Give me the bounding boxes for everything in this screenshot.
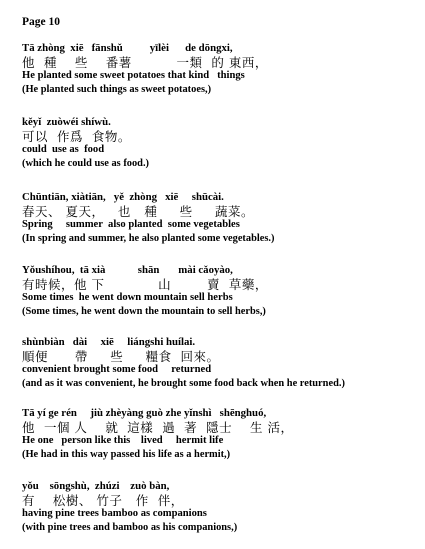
page-number: Page 10 <box>22 16 61 28</box>
gloss-line: He planted some sweet potatoes that kind things <box>22 70 245 82</box>
sentence-block-1 <box>22 42 422 96</box>
chinese-line: 可以 作爲 食物。 <box>22 128 131 144</box>
translation-line: (In spring and summer, he also planted some vegetables.) <box>22 232 275 244</box>
sentence-block-2 <box>22 116 422 170</box>
translation-line: (Some times, he went down the mountain to sell herbs,) <box>22 305 266 317</box>
chinese-line: 他 一個 人 就 這樣 過 著 隱士 生 活， <box>22 419 294 435</box>
translation-line: (He had in this way passed his life as a hermit,) <box>22 448 231 460</box>
chinese-line: 有 松樹、 竹子 作 伴， <box>22 492 184 508</box>
translation-line: (which he could use as food.) <box>22 157 150 169</box>
sentence-block-4 <box>22 264 422 318</box>
chinese-line: 他 種 些 番薯 一類 的 東西， <box>22 54 268 70</box>
gloss-line: having pine trees bamboo as companions <box>22 508 207 520</box>
pinyin-line: Tā zhòng xiē fānshǔ yīlèi de dōngxi, <box>22 42 233 54</box>
translation-line: (He planted such things as sweet potatoes,) <box>22 83 212 95</box>
pinyin-line: Yǒushíhou, tā xià shān mài cǎoyào, <box>22 264 233 276</box>
pinyin-line: yǒu sōngshù, zhúzi zuò bàn, <box>22 480 170 492</box>
gloss-line: He one person like this lived hermit life <box>22 435 224 447</box>
pinyin-line: shùnbiàn dài xiē liángshi huílai. <box>22 336 196 348</box>
sentence-block-6 <box>22 407 422 461</box>
gloss-line: Spring summer also planted some vegetables <box>22 219 240 231</box>
chinese-line: 有時候，他 下 山 賣 草藥， <box>22 276 268 292</box>
gloss-line: Some times he went down mountain sell herbs <box>22 292 233 304</box>
sentence-block-3 <box>22 191 422 245</box>
gloss-line: convenient brought some food returned <box>22 364 212 376</box>
pinyin-line: kěyǐ zuòwéi shíwù. <box>22 116 111 128</box>
pinyin-line: Tā yí ge rén jiù zhèyàng guò zhe yǐnshì shēnghuó, <box>22 407 267 419</box>
pinyin-line: Chūntiān, xiàtiān, yě zhòng xiē shūcài. <box>22 191 224 203</box>
chinese-line: 春天、 夏天， 也 種 些 蔬菜。 <box>22 203 255 219</box>
sentence-block-5 <box>22 336 422 390</box>
translation-line: (and as it was convenient, he brought some food back when he returned.) <box>22 377 345 389</box>
chinese-line: 順便 帶 些 糧食 回來。 <box>22 348 220 364</box>
gloss-line: could use as food <box>22 144 105 156</box>
sentence-block-7 <box>22 480 422 534</box>
translation-line: (with pine trees and bamboo as his companions,) <box>22 521 238 533</box>
